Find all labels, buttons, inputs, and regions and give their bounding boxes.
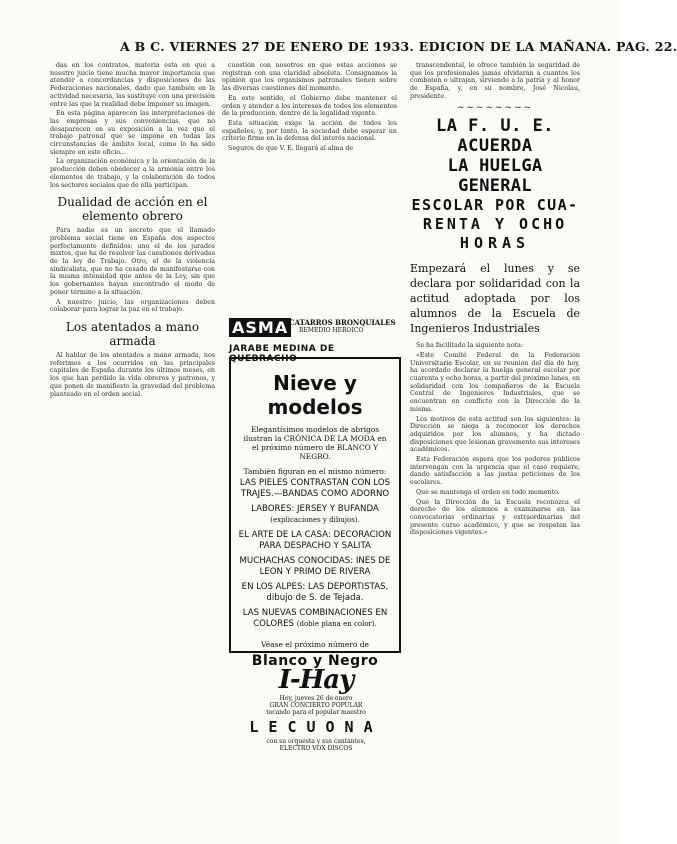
advert-name: LECUONA <box>249 718 383 736</box>
headline-line: HORAS <box>459 234 531 253</box>
paragraph: Esta Federación espera que los poderes públicos intervengan con la urgencia que el caso requiere, dando satisfacción a las justas peticiones de los escolares. <box>410 456 580 487</box>
headline-deck: Empezará el lunes y se declara por solidaridad con la actitud adoptada por los alumnos de la Escuela de Ingenieros Industriales <box>410 262 580 336</box>
advert-item: MUCHACHAS CONOCIDAS: INES DE LEON Y PRIMO DE RIVERA <box>239 556 391 577</box>
lecuona-advert <box>229 665 403 777</box>
advert-intro: Elegantísimos modelos de abrigos ilustran la CRÓNICA DE LA MODA en el próximo número de BLANCO Y NEGRO. <box>243 425 387 461</box>
column-middle <box>222 62 397 155</box>
paragraph: Para nadie es un secreto que el llamado problema social tiene en España dos aspectos perfectamente definidos: uno el de los jurados mixtos, que ha de resolver las cuestiones derivadas de la ley de Trabajo. Otro, el de la violencia sindicalista, que no ha cesado de manifestarse con la misma intensidad que antes de la Ley, sin que los gobernantes hayan encontrado el modo de poner término a la situación. <box>50 227 215 296</box>
paragraph: Al hablar de los atentados a mano armada, nos referimos a los ocurridos en las principales capitales de España durante los últimos meses, en los que han perdido la vida obreros y patronos, y que ponen de manifiesto la gravedad del problema planteado en el orden social. <box>50 351 215 398</box>
asma-category: CATARROS BRONQUIALES <box>289 318 396 327</box>
column-right <box>410 62 580 539</box>
advert-title: Nieve y modelos <box>267 371 363 419</box>
advert-line: GRAN CONCIERTO POPULAR <box>269 702 363 709</box>
section-subhead: Los atentados a mano armada <box>65 319 200 348</box>
advert-footer: Véase el próximo número de <box>260 640 369 649</box>
headline-line: LA HUELGA GENERAL <box>447 156 543 197</box>
paragraph: transcendental, le ofrece también la seguridad de que los profesionales jamás olvidarán a cuantos los combaten o ultrajan, sirviendo a la patria y al honor de España, y, en su nombre, José Nicolau, presidente. <box>410 62 580 100</box>
blanco-y-negro-advert <box>229 357 401 669</box>
paragraph: Que la Dirección de la Escuela reconozca el derecho de los alumnos a examinarse en las convocatorias ordinarias y extraordinarias del presente curso académico, y que se respeten las disposiciones vigentes.» <box>410 498 580 537</box>
paragraph: A nuestro juicio, las organizaciones deben colaborar para lograr la paz en el trabajo. <box>50 298 215 314</box>
advert-line: Hoy, jueves 26 de enero <box>279 695 353 702</box>
advert-brand: Blanco y Negro <box>251 653 379 669</box>
headline-line: RENTA Y OCHO <box>422 215 568 234</box>
section-subhead: Dualidad de acción en el elemento obrero <box>57 195 208 224</box>
advert-item: EL ARTE DE LA CASA: DECORACION PARA DESPACHO Y SALITA <box>238 530 392 551</box>
advert-item: EN LOS ALPES: LAS DEPORTISTAS, dibujo de S. de Tejada. <box>241 582 389 603</box>
headline-line: LA F. U. E. ACUERDA <box>435 116 555 157</box>
asma-remedy: REMEDIO HEROICO <box>299 327 364 334</box>
asma-advert <box>229 318 397 364</box>
paragraph: Seguros de que V. E. llegará al alma de <box>228 145 354 153</box>
paragraph: En este sentido, el Gobierno debe mantener el orden y atender a los intereses de todos los elementos de la producción, dentro de la legalidad vigente. <box>222 94 397 118</box>
asma-product: JARABE MEDINA DE QUEBRACHO <box>229 344 335 364</box>
advert-line: tocando para el popular maestro <box>266 709 366 716</box>
paragraph: cuestión con nosotros en que estas acciones se registran con una claridad absoluta. Consignamos la opinión que los organismos patronales tienen sobre las diversas cuestiones del momento. <box>222 62 397 93</box>
asma-brand: ASMA <box>229 318 291 337</box>
advert-logo: I-Hay <box>278 665 354 695</box>
paragraph: Los motivos de esta actitud son los siguientes: la Dirección se niega a reconocer los derechos adquiridos por los alumnos, y ha dictado disposiciones que lesionan gravemente sus intereses académicos. <box>410 415 580 454</box>
advert-line: ELECTRO VOX DISCOS <box>279 745 353 752</box>
advert-item: LAS PIELES CONTRASTAN CON LOS TRAJES.—BANDAS COMO ADORNO <box>239 478 391 499</box>
column-left <box>50 62 215 400</box>
advert-line: con su orquesta y sus cantantes, <box>266 738 366 745</box>
advert-item: LABORES: JERSEY Y BUFANDA (explicaciones y dibujos). <box>251 504 379 524</box>
ornament-divider: ~~~~~~~~ <box>456 102 534 113</box>
advert-also: También figuran en el mismo número: <box>243 467 387 476</box>
page-header: A B C. VIERNES 27 DE ENERO DE 1933. EDICION DE LA MAÑANA. PAG. 22. <box>120 39 677 54</box>
paragraph: En esta página aparecen las interpretaciones de las empresas y sus conveniencias, que no desaparecen en su exposición a la vez que el trabajo patronal que se impone en todas las circunstancias de ámbito local, como lo ha sido siempre en este oficio... <box>50 110 215 156</box>
headline-line: ESCOLAR POR CUA- <box>411 196 579 215</box>
headline <box>410 116 580 253</box>
paragraph: Esta situación exige la acción de todos los españoles, y, por tanto, la sociedad debe esperar un criterio firme en la defensa del interés nacional. <box>222 119 397 143</box>
advert-contents <box>231 476 399 636</box>
paragraph: Que se mantenga el orden en todo momento. <box>416 488 560 496</box>
paragraph: «Este Comité Federal de la Federación Universitaria Escolar, en su reunión del día de hoy, ha acordado declarar la huelga general escolar por cuarenta y ocho horas, a partir del próximo lunes, en solidaridad con los compañeros de la Escuela Central de Ingenieros Industriales, que se encuentran en conflicto con la Dirección de la misma. <box>410 351 580 413</box>
paragraph: La organización económica y la orientación de la producción deben obedecer a la armonía entre los elementos de trabajo, y la colaboración de todos los sectores sociales que de ella participan. <box>50 158 215 189</box>
paragraph: das en los contratos, materia esta en que a nuestro juicio tiene mucha mayor importancia que atender a concordancias y disposiciones de las Federaciones nacionales, dado que también en la actividad necesaria, las sustituye con una precisión entre las que la realidad debe imponer su imagen. <box>50 62 215 108</box>
paragraph: Se ha facilitado la siguiente nota: <box>416 342 524 350</box>
advert-item: LAS NUEVAS COMBINACIONES EN COLORES (doble plana en color). <box>242 608 388 629</box>
